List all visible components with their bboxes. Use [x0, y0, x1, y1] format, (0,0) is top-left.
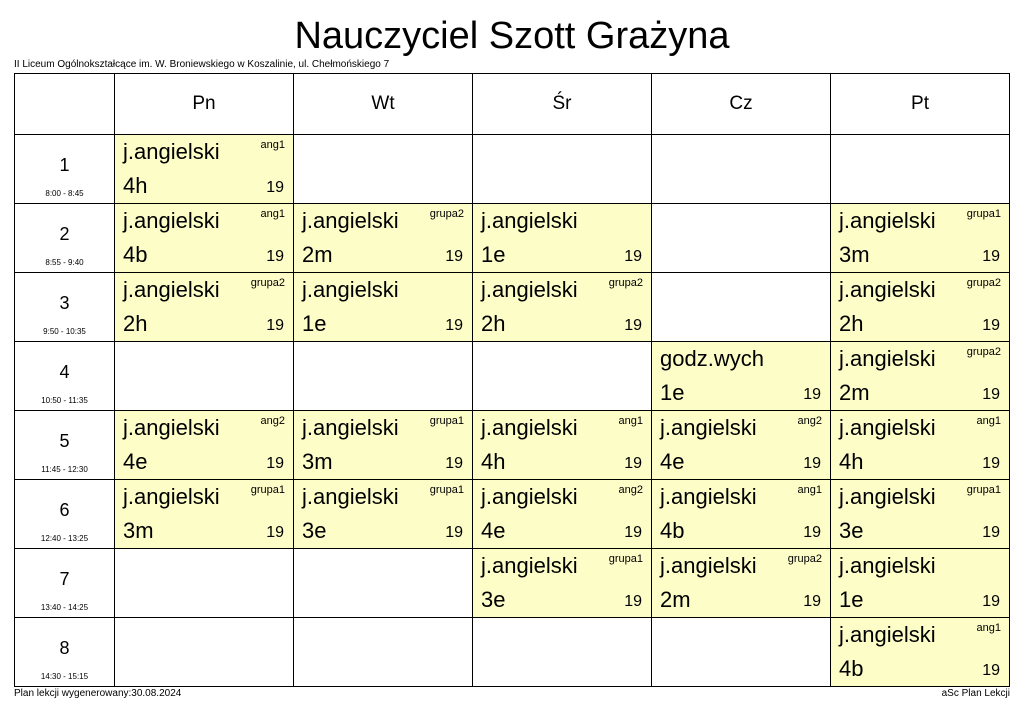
lesson-class: 2h	[481, 311, 506, 336]
period-time: 9:50 - 10:35	[43, 327, 86, 336]
lesson-subject: j.angielski	[123, 415, 220, 440]
lesson-class: 4b	[660, 518, 685, 543]
period-cell	[15, 273, 115, 342]
period-row	[15, 273, 1010, 342]
lesson-cell[interactable]	[652, 549, 831, 618]
period-cell	[15, 204, 115, 273]
lesson-cell[interactable]	[831, 618, 1010, 687]
day-header: Cz	[652, 74, 831, 135]
empty-cell	[831, 135, 1010, 204]
period-cell	[15, 135, 115, 204]
lesson-subject: j.angielski	[839, 553, 936, 578]
period-time: 12:40 - 13:25	[40, 534, 89, 543]
lesson-cell[interactable]	[115, 135, 294, 204]
period-number: 5	[59, 431, 70, 451]
period-time: 10:50 - 11:35	[41, 396, 88, 405]
lesson-subject: godz.wych	[660, 346, 764, 371]
lesson-cell[interactable]	[831, 273, 1010, 342]
lesson-cell[interactable]	[115, 411, 294, 480]
period-time: 8:00 - 8:45	[45, 189, 84, 198]
lesson-group: grupa1	[966, 484, 1001, 496]
lesson-group: grupa2	[787, 553, 822, 565]
lesson-subject: j.angielski	[302, 277, 399, 302]
lesson-group: ang2	[618, 484, 643, 496]
period-cell	[15, 342, 115, 411]
lesson-class: 4e	[481, 518, 506, 543]
lesson-group: grupa1	[429, 415, 464, 427]
lesson-group: ang2	[797, 415, 822, 427]
lesson-room: 19	[266, 179, 284, 196]
period-number: 8	[59, 638, 70, 658]
lesson-room: 19	[803, 524, 821, 541]
period-row	[15, 204, 1010, 273]
empty-cell	[294, 618, 473, 687]
lesson-class: 4b	[839, 656, 864, 681]
empty-cell	[294, 549, 473, 618]
lesson-subject: j.angielski	[660, 553, 757, 578]
lesson-room: 19	[982, 662, 1000, 679]
lesson-class: 1e	[481, 242, 506, 267]
empty-cell	[294, 342, 473, 411]
lesson-class: 4h	[481, 449, 506, 474]
lesson-subject: j.angielski	[481, 277, 578, 302]
lesson-group: grupa2	[966, 277, 1001, 289]
period-row	[15, 480, 1010, 549]
period-cell	[15, 618, 115, 687]
lesson-class: 2h	[123, 311, 148, 336]
lesson-subject: j.angielski	[123, 139, 220, 164]
lesson-class: 4h	[123, 173, 148, 198]
lesson-class: 2m	[302, 242, 333, 267]
lesson-room: 19	[803, 455, 821, 472]
period-cell	[15, 411, 115, 480]
lesson-class: 1e	[302, 311, 327, 336]
lesson-cell[interactable]	[831, 549, 1010, 618]
lesson-room: 19	[266, 248, 284, 265]
lesson-group: ang1	[618, 415, 643, 427]
timetable	[14, 73, 1010, 687]
lesson-group: grupa2	[966, 346, 1001, 358]
lesson-room: 19	[624, 593, 642, 610]
lesson-group: ang1	[260, 208, 285, 220]
lesson-class: 3e	[481, 587, 506, 612]
lesson-room: 19	[982, 317, 1000, 334]
lesson-group: ang1	[976, 415, 1001, 427]
empty-cell	[115, 549, 294, 618]
lesson-class: 1e	[839, 587, 864, 612]
page-title: Nauczyciel Szott Grażyna	[294, 15, 730, 57]
lesson-subject: j.angielski	[839, 622, 936, 647]
lesson-cell[interactable]	[652, 411, 831, 480]
lesson-class: 2h	[839, 311, 864, 336]
lesson-cell[interactable]	[473, 480, 652, 549]
lesson-class: 4b	[123, 242, 148, 267]
lesson-subject: j.angielski	[660, 415, 757, 440]
lesson-room: 19	[445, 248, 463, 265]
empty-cell	[473, 618, 652, 687]
lesson-room: 19	[624, 455, 642, 472]
lesson-subject: j.angielski	[660, 484, 757, 509]
lesson-cell[interactable]	[294, 204, 473, 273]
lesson-room: 19	[982, 455, 1000, 472]
lesson-cell[interactable]	[831, 411, 1010, 480]
period-number: 3	[59, 293, 70, 313]
lesson-subject: j.angielski	[839, 415, 936, 440]
lesson-class: 1e	[660, 380, 685, 405]
lesson-group: grupa1	[966, 208, 1001, 220]
school-name: II Liceum Ogólnokształcące im. W. Broniewskiego w Koszalinie, ul. Chełmońskiego 7	[14, 59, 390, 70]
lesson-class: 3e	[839, 518, 864, 543]
period-time: 14:30 - 15:15	[40, 672, 89, 681]
lesson-room: 19	[445, 317, 463, 334]
lesson-class: 3m	[123, 518, 154, 543]
lesson-room: 19	[445, 524, 463, 541]
app-name: aSc Plan Lekcji	[941, 688, 1010, 699]
empty-cell	[115, 618, 294, 687]
lesson-group: grupa1	[429, 484, 464, 496]
lesson-group: ang1	[797, 484, 822, 496]
lesson-room: 19	[982, 386, 1000, 403]
lesson-class: 4e	[660, 449, 685, 474]
lesson-subject: j.angielski	[481, 415, 578, 440]
lesson-subject: j.angielski	[123, 208, 220, 233]
lesson-room: 19	[624, 317, 642, 334]
lesson-group: grupa2	[429, 208, 464, 220]
lesson-room: 19	[624, 524, 642, 541]
lesson-room: 19	[982, 593, 1000, 610]
period-time: 11:45 - 12:30	[41, 465, 88, 474]
day-header: Śr	[473, 74, 652, 135]
period-cell	[15, 480, 115, 549]
lesson-subject: j.angielski	[839, 346, 936, 371]
lesson-group: grupa1	[250, 484, 285, 496]
lesson-group: ang2	[260, 415, 285, 427]
lesson-subject: j.angielski	[302, 484, 399, 509]
lesson-subject: j.angielski	[839, 277, 936, 302]
lesson-cell[interactable]	[652, 480, 831, 549]
lesson-cell[interactable]	[294, 480, 473, 549]
lesson-group: ang1	[976, 622, 1001, 634]
empty-cell	[294, 135, 473, 204]
lesson-subject: j.angielski	[123, 484, 220, 509]
lesson-class: 2m	[660, 587, 691, 612]
empty-cell	[652, 618, 831, 687]
lesson-group: grupa2	[608, 277, 643, 289]
lesson-group: grupa1	[608, 553, 643, 565]
period-time: 13:40 - 14:25	[40, 603, 89, 612]
lesson-subject: j.angielski	[839, 484, 936, 509]
lesson-subject: j.angielski	[123, 277, 220, 302]
lesson-subject: j.angielski	[302, 208, 399, 233]
generated-note: Plan lekcji wygenerowany:30.08.2024	[14, 688, 182, 699]
period-row	[15, 618, 1010, 687]
lesson-cell[interactable]	[115, 204, 294, 273]
timetable-header	[15, 74, 1010, 135]
empty-cell	[652, 273, 831, 342]
lesson-cell[interactable]	[473, 273, 652, 342]
period-number: 2	[59, 224, 70, 244]
lesson-cell[interactable]	[831, 480, 1010, 549]
lesson-group: grupa2	[250, 277, 285, 289]
lesson-room: 19	[803, 593, 821, 610]
lesson-subject: j.angielski	[481, 208, 578, 233]
lesson-subject: j.angielski	[481, 553, 578, 578]
lesson-cell[interactable]	[115, 273, 294, 342]
period-row	[15, 135, 1010, 204]
lesson-cell[interactable]	[831, 342, 1010, 411]
lesson-room: 19	[266, 317, 284, 334]
lesson-class: 3m	[302, 449, 333, 474]
lesson-room: 19	[982, 524, 1000, 541]
period-number: 6	[59, 500, 70, 520]
empty-cell	[115, 342, 294, 411]
period-time: 8:55 - 9:40	[45, 258, 84, 267]
lesson-cell[interactable]	[473, 549, 652, 618]
lesson-subject: j.angielski	[481, 484, 578, 509]
lesson-cell[interactable]	[115, 480, 294, 549]
lesson-cell[interactable]	[294, 411, 473, 480]
day-header: Pn	[115, 74, 294, 135]
day-header: Pt	[831, 74, 1010, 135]
period-row	[15, 411, 1010, 480]
lesson-room: 19	[624, 248, 642, 265]
lesson-room: 19	[982, 248, 1000, 265]
lesson-cell[interactable]	[652, 342, 831, 411]
period-number: 1	[59, 155, 70, 175]
lesson-room: 19	[266, 524, 284, 541]
lesson-class: 3e	[302, 518, 327, 543]
lesson-room: 19	[445, 455, 463, 472]
empty-cell	[652, 204, 831, 273]
lesson-class: 2m	[839, 380, 870, 405]
lesson-subject: j.angielski	[839, 208, 936, 233]
lesson-cell[interactable]	[473, 411, 652, 480]
lesson-class: 4e	[123, 449, 148, 474]
lesson-room: 19	[266, 455, 284, 472]
day-header: Wt	[294, 74, 473, 135]
lesson-cell[interactable]	[473, 204, 652, 273]
lesson-cell[interactable]	[831, 204, 1010, 273]
period-cell	[15, 549, 115, 618]
period-number: 7	[59, 569, 70, 589]
period-row	[15, 549, 1010, 618]
lesson-group: ang1	[260, 139, 285, 151]
empty-cell	[652, 135, 831, 204]
lesson-class: 3m	[839, 242, 870, 267]
period-number: 4	[59, 362, 70, 382]
corner-cell	[15, 74, 115, 135]
lesson-class: 4h	[839, 449, 864, 474]
lesson-room: 19	[803, 386, 821, 403]
period-row	[15, 342, 1010, 411]
empty-cell	[473, 342, 652, 411]
empty-cell	[473, 135, 652, 204]
lesson-cell[interactable]	[294, 273, 473, 342]
lesson-subject: j.angielski	[302, 415, 399, 440]
